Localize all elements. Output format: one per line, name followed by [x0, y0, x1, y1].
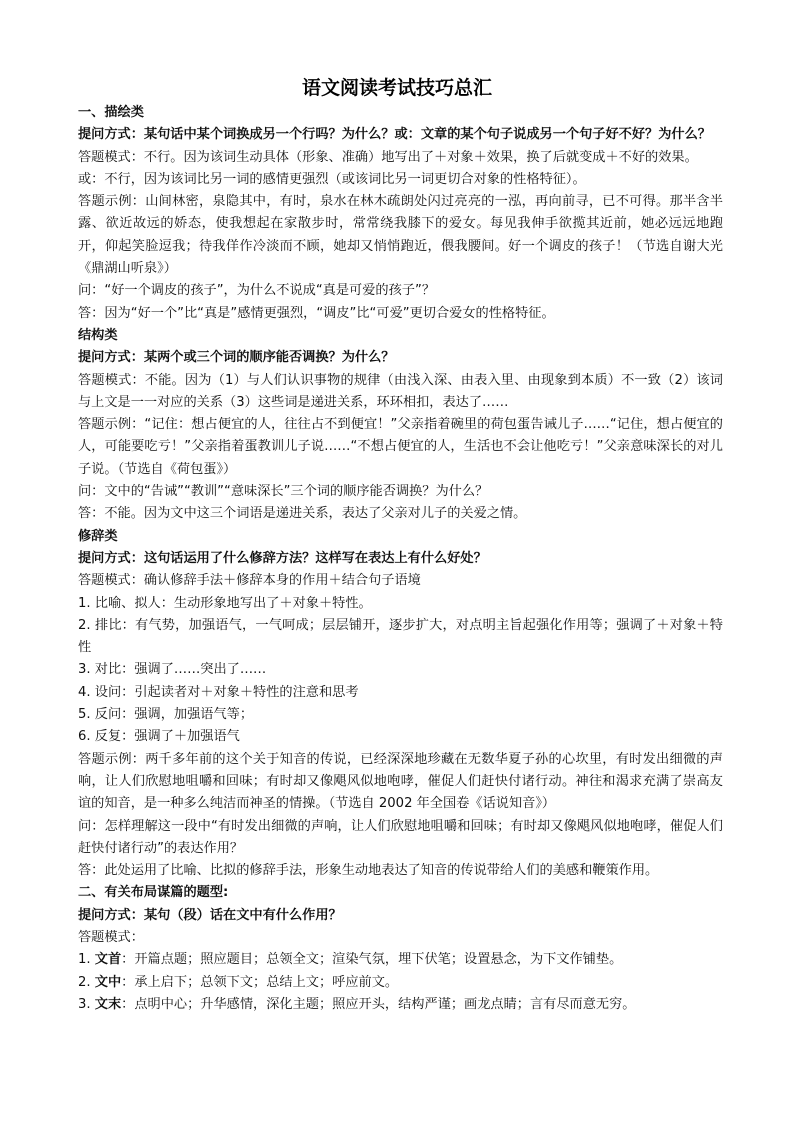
question-format	[78, 124, 723, 146]
list-item: 5. 反问：强调，加强语气等；	[78, 707, 254, 723]
question-text: 某句（段）话在文中有什么作用？	[143, 907, 342, 923]
section-heading: 修辞类	[78, 528, 118, 544]
list-item: 1. 比喻、拟人：生动形象地写出了＋对象＋特性。	[78, 595, 372, 611]
list-item: 2. 排比：有气势，加强语气，一气呵成；层层铺开，逐步扩大，对点明主旨起强化作用等；强调了＋对象＋特性	[78, 617, 723, 656]
answer-example: 答题示例：山间林密，泉隐其中，有时，泉水在林木疏朗处闪过亮亮的一泓，再向前寻，已不可得。那半含半露、欲近故远的娇态，使我想起在家散步时，常常绕我膝下的爱女。每见我伸手欲揽其近前，她必远远地跑开，仰起笑脸逗我；待我佯作冷淡而不顾，她却又悄悄跑近，偎我腰间。好一个调皮的孩子！（节选自谢大光《鼎湖山听泉》）	[78, 194, 723, 277]
question-label: 提问方式：	[78, 350, 144, 366]
example-answer: 答：因为“好一个”比“真是”感情更强烈，“调皮”比“可爱”更切合爱女的性格特征。	[78, 305, 555, 321]
list-number: 3.	[78, 996, 91, 1012]
list-item: 6. 反复：强调了＋加强语气	[78, 729, 240, 745]
answer-example: 答题示例：两千多年前的这个关于知音的传说，已经深深地珍藏在无数华夏子孙的心坎里，有时发出细微的声响，让人们欣慰地咀嚼和回味；有时却又像飓风似地咆哮，催促人们赶快付诸行动。神往和渴求充满了崇高友谊的知音，是一种多么纯洁而神圣的情操。（节选自 2002 年全国卷《话说知音》）	[78, 751, 723, 812]
list-colon: ：	[121, 974, 135, 990]
example-question: 问：怎样理解这一段中“有时发出细微的声响，让人们欣慰地咀嚼和回味；有时却又像飓风似地咆哮，催促人们赶快付诸行动”的表达作用？	[78, 818, 723, 856]
list-colon: ：	[121, 996, 135, 1012]
answer-mode: 答题模式：不行。因为该词生动具体（形象、准确）地写出了＋对象＋效果，换了后就变成＋不好的效果。	[78, 149, 698, 165]
list-item	[78, 994, 723, 1016]
answer-mode: 答题模式：确认修辞手法＋修辞本身的作用＋结合句子语境	[78, 573, 421, 589]
section-heading: 一、描绘类	[78, 105, 144, 120]
answer-example: 答题示例：“记住：想占便宜的人，往往占不到便宜！”父亲指着碗里的荷包蛋告诫儿子……“记住，想占便宜的人，可能要吃亏！”父亲指着蛋教训儿子说……“不想占便宜的人，生活也不会让他吃亏！”父亲意味深长的对儿子说。（节选自《荷包蛋》）	[78, 417, 723, 477]
answer-mode: 答题模式：不能。因为（1）与人们认识事物的规律（由浅入深、由表入里、由现象到本质）不一致（2）该词与上文是一一对应的关系（3）这些词是递进关系，环环相扣，表达了……	[78, 372, 723, 410]
list-text: 点明中心；升华感情，深化主题；照应开头，结构严谨；画龙点睛；言有尽而意无穷。	[134, 996, 636, 1012]
list-key: 文首	[94, 952, 122, 968]
document-body	[78, 102, 723, 1016]
section-heading: 二、有关布局谋篇的题型:	[78, 885, 229, 901]
question-format	[78, 347, 723, 369]
answer-mode: 答题模式：	[78, 929, 144, 945]
question-text: 这句话运用了什么修辞方法？这样写在表达上有什么好处？	[143, 550, 487, 566]
list-text: 承上启下；总领下文；总结上文；呼应前文。	[134, 974, 399, 990]
list-text: 开篇点题；照应题目；总领全文；渲染气氛，埋下伏笔；设置悬念，为下文作铺垫。	[134, 952, 623, 968]
example-answer: 答：此处运用了比喻、比拟的修辞手法，形象生动地表达了知音的传说带给人们的美感和鞭策作用。	[78, 863, 659, 879]
question-format	[78, 548, 723, 570]
list-item: 4. 设问：引起读者对＋对象＋特性的注意和思考	[78, 684, 359, 700]
question-label: 提问方式：	[78, 907, 144, 923]
question-text: 某两个或三个词的顺序能否调换？为什么？	[143, 350, 395, 366]
list-item	[78, 949, 723, 971]
question-format	[78, 905, 723, 927]
page-title: 语文阅读考试技巧总汇	[301, 77, 492, 99]
section-heading: 结构类	[78, 327, 118, 343]
example-question: 问：文中的“告诫”“教训”“意味深长”三个词的顺序能否调换？为什么？	[78, 484, 489, 500]
answer-mode-alt: 或：不行，因为该词比另一词的感情更强烈（或该词比另一词更切合对象的性格特征）。	[78, 171, 586, 187]
example-question: 问：“好一个调皮的孩子”，为什么不说成“真是可爱的孩子”？	[78, 283, 436, 299]
question-label: 提问方式：	[78, 550, 144, 566]
list-number: 2.	[78, 974, 91, 990]
list-key: 文末	[94, 996, 122, 1012]
list-item: 3. 对比：强调了……突出了……	[78, 662, 267, 678]
example-answer: 答：不能。因为文中这三个词语是递进关系，表达了父亲对儿子的关爱之情。	[78, 506, 527, 522]
list-item	[78, 972, 723, 994]
list-key: 文中	[94, 974, 122, 990]
question-label: 提问方式：	[78, 127, 144, 143]
list-colon: ：	[121, 952, 135, 968]
list-number: 1.	[78, 952, 91, 968]
question-text: 某句话中某个词换成另一个行吗？为什么？或：文章的某个句子说成另一个句子好不好？为什么？	[143, 127, 711, 143]
